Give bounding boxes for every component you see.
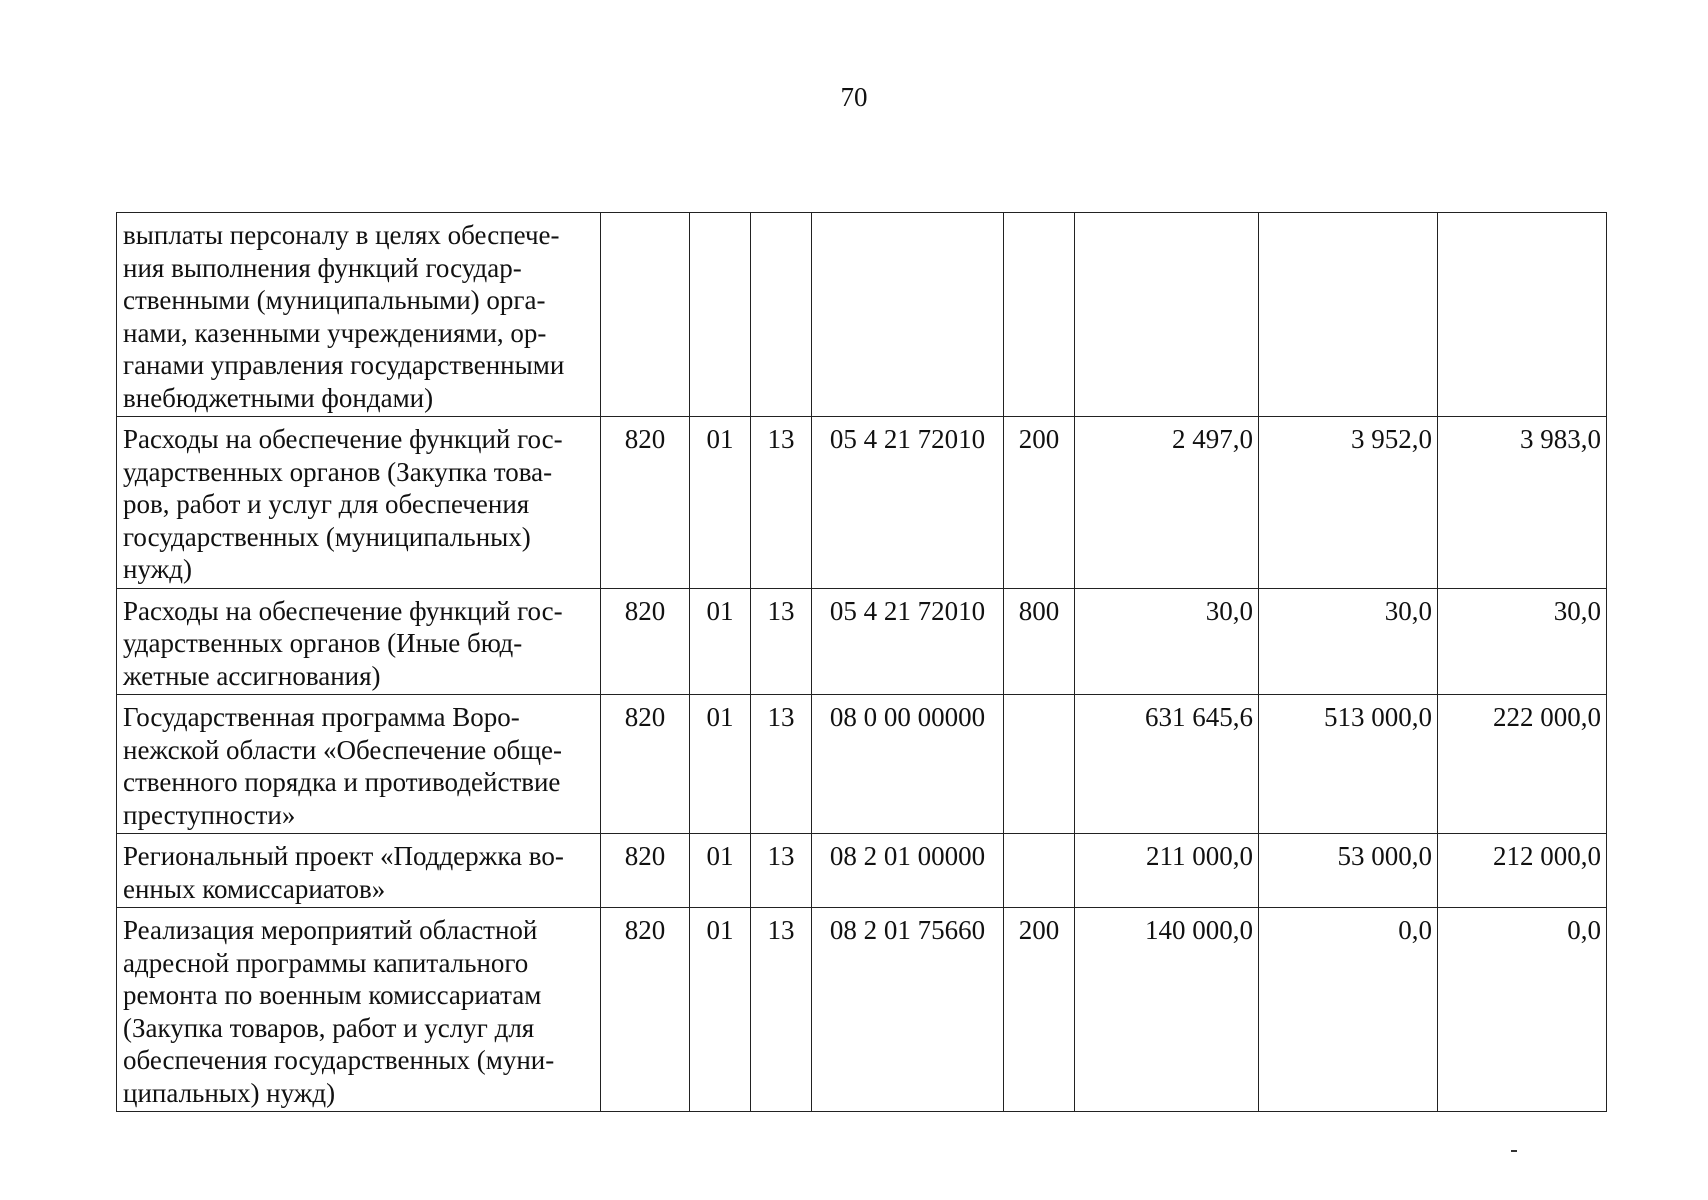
cell-description — [117, 213, 601, 417]
cell-subsection — [751, 213, 812, 417]
table-row — [117, 695, 1607, 834]
cell-sum-2: 3 952,0 — [1259, 417, 1438, 589]
cell-ministry: 820 — [601, 695, 690, 834]
description-text: выплаты персоналу в целях обеспече- ния выполнения функций государ- ственными (муниципальными) орга- нами, казенными учреждениями, ор- ганами управления государственными внебюджетными фондами) — [123, 220, 565, 413]
table-row — [117, 213, 1607, 417]
cell-sum-3: 222 000,0 — [1438, 695, 1607, 834]
cell-sum-1: 140 000,0 — [1075, 908, 1259, 1112]
cell-expense-type — [1004, 213, 1075, 417]
cell-subsection: 13 — [751, 695, 812, 834]
cell-description — [117, 908, 601, 1112]
budget-table — [116, 212, 1607, 1112]
cell-description — [117, 695, 601, 834]
cell-ministry — [601, 213, 690, 417]
cell-sum-3: 3 983,0 — [1438, 417, 1607, 589]
cell-sum-2: 53 000,0 — [1259, 834, 1438, 908]
cell-sum-2 — [1259, 213, 1438, 417]
cell-section — [690, 213, 751, 417]
cell-sum-3: 212 000,0 — [1438, 834, 1607, 908]
cell-expense-type: 800 — [1004, 588, 1075, 695]
cell-sum-3 — [1438, 213, 1607, 417]
cell-subsection: 13 — [751, 588, 812, 695]
cell-sum-2: 513 000,0 — [1259, 695, 1438, 834]
cell-expense-type: 200 — [1004, 908, 1075, 1112]
cell-description — [117, 588, 601, 695]
description-text: Государственная программа Воро- нежской области «Обеспечение обще- ственного порядка и противодействие преступности» — [123, 702, 563, 830]
cell-subsection: 13 — [751, 908, 812, 1112]
cell-ministry: 820 — [601, 908, 690, 1112]
cell-subsection: 13 — [751, 834, 812, 908]
scan-mark — [1511, 1150, 1517, 1152]
cell-target-article: 08 2 01 00000 — [812, 834, 1004, 908]
cell-target-article: 05 4 21 72010 — [812, 588, 1004, 695]
table-row — [117, 908, 1607, 1112]
cell-section: 01 — [690, 834, 751, 908]
cell-target-article: 08 2 01 75660 — [812, 908, 1004, 1112]
cell-target-article: 05 4 21 72010 — [812, 417, 1004, 589]
cell-sum-1: 211 000,0 — [1075, 834, 1259, 908]
cell-expense-type: 200 — [1004, 417, 1075, 589]
cell-sum-2: 30,0 — [1259, 588, 1438, 695]
cell-section: 01 — [690, 695, 751, 834]
cell-sum-3: 0,0 — [1438, 908, 1607, 1112]
cell-expense-type — [1004, 695, 1075, 834]
cell-sum-3: 30,0 — [1438, 588, 1607, 695]
cell-ministry: 820 — [601, 588, 690, 695]
cell-ministry: 820 — [601, 834, 690, 908]
cell-target-article: 08 0 00 00000 — [812, 695, 1004, 834]
cell-expense-type — [1004, 834, 1075, 908]
description-text: Региональный проект «Поддержка во- енных комиссариатов» — [123, 841, 564, 904]
cell-sum-1: 2 497,0 — [1075, 417, 1259, 589]
cell-description — [117, 834, 601, 908]
cell-description — [117, 417, 601, 589]
table-row — [117, 417, 1607, 589]
description-text: Расходы на обеспечение функций гос- ударственных органов (Закупка това- ров, работ и услуг для обеспечения государственных (муниципальных) нужд) — [123, 424, 563, 584]
cell-ministry: 820 — [601, 417, 690, 589]
cell-section: 01 — [690, 588, 751, 695]
cell-sum-2: 0,0 — [1259, 908, 1438, 1112]
cell-subsection: 13 — [751, 417, 812, 589]
cell-sum-1: 631 645,6 — [1075, 695, 1259, 834]
cell-target-article — [812, 213, 1004, 417]
cell-section: 01 — [690, 908, 751, 1112]
page-number: 70 — [840, 82, 868, 112]
description-text: Расходы на обеспечение функций гос- ударственных органов (Иные бюд- жетные ассигнования) — [123, 595, 563, 691]
table-row — [117, 834, 1607, 908]
cell-sum-1: 30,0 — [1075, 588, 1259, 695]
cell-section: 01 — [690, 417, 751, 589]
cell-sum-1 — [1075, 213, 1259, 417]
description-text: Реализация мероприятий областной адресной программы капитального ремонта по военным комиссариатам (Закупка товаров, работ и услуг для обеспечения государственных (муни- ципальных) нужд) — [123, 915, 555, 1108]
table-row — [117, 588, 1607, 695]
